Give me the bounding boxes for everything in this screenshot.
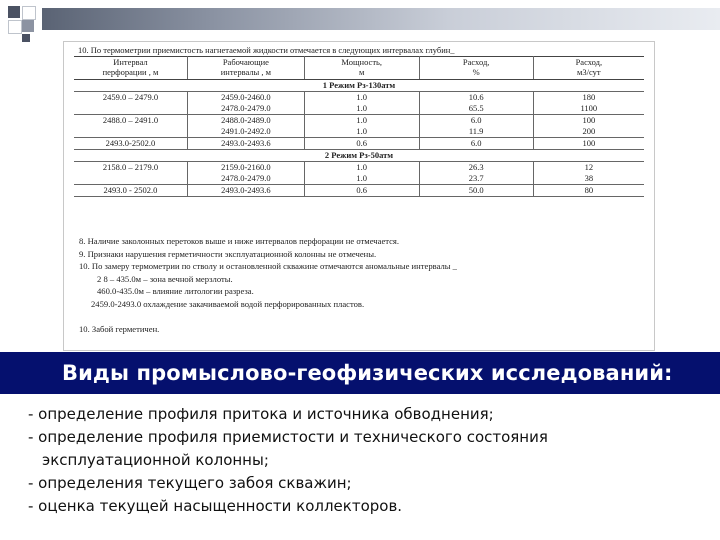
table-row [74, 126, 644, 138]
table-cell: 2 Режим Рз-50атм [74, 150, 644, 162]
list-item: - определение профиля притока и источника обводнения; [28, 405, 494, 423]
table-cell: 2478.0-2479.0 [187, 173, 304, 185]
table-cell [74, 126, 187, 138]
table-cell: 180 [582, 92, 596, 102]
table-cell: 100 [582, 115, 596, 125]
table-cell: 2493.0-2493.6 [187, 138, 304, 150]
mode-row [74, 80, 644, 92]
table-cell [74, 103, 187, 115]
table-header-row [74, 57, 644, 80]
table-row [74, 173, 644, 185]
table-cell: 1.0 [304, 92, 419, 104]
list-item: - определение профиля приемистости и технического состояния [28, 428, 548, 446]
col-header: Расход, % [419, 57, 533, 80]
table-cell: 2488.0-2489.0 [187, 115, 304, 127]
table-cell: 2158.0 – 2179.0 [74, 162, 187, 174]
note-line: 10. По замеру термометрии по стволу и остановленной скважине отмечаются аномальные интервалы _ [79, 261, 457, 271]
table-cell: 2491.0-2492.0 [187, 126, 304, 138]
table-row [74, 185, 644, 197]
table-row [74, 103, 644, 115]
table-cell: 23.7 [419, 173, 533, 185]
note-line: 10. Забой герметичен. [79, 323, 160, 334]
note-line: 9. Признаки нарушения герметичности эксплуатационной колонны не отмечены. [79, 248, 377, 259]
report-heading: 10. По термометрии приемистость нагнетаемой жидкости отмечается в следующих интервалах глубин_ [78, 45, 455, 55]
table-cell: 11.9 [419, 126, 533, 138]
table-cell [74, 173, 187, 185]
table-cell: 65.5 [419, 103, 533, 115]
table-cell: 0.6 [304, 138, 419, 150]
research-types-list [28, 403, 708, 518]
table-cell: 2478.0-2479.0 [187, 103, 304, 115]
injectivity-table [74, 56, 644, 197]
decor-square [22, 34, 30, 42]
table-cell: 6.0 [419, 138, 533, 150]
table-row [74, 138, 644, 150]
col-header: Интервал перфорации , м [74, 57, 187, 80]
table-cell: 1100 [533, 103, 644, 115]
table-cell: 12 [584, 162, 594, 172]
table-cell: 80 [533, 185, 644, 197]
table-cell: 26.3 [419, 162, 533, 174]
table-cell: 2459.0-2460.0 [187, 92, 304, 104]
scanned-report [63, 41, 655, 351]
list-item: эксплуатационной колонны; [42, 451, 269, 469]
slide-title: Виды промыслово-геофизических исследований: [62, 361, 673, 385]
table-cell: 2459.0 – 2479.0 [74, 92, 187, 104]
decor-gradient-bar [42, 8, 720, 30]
list-item: - оценка текущей насыщенности коллекторов. [28, 497, 403, 515]
table-cell: 38 [533, 173, 644, 185]
table-cell: 0.6 [304, 185, 419, 197]
col-header: Расход, м3/сут [533, 57, 644, 80]
note-line: 8. Наличие заколонных перетоков выше и ниже интервалов перфорации не отмечается. [79, 236, 400, 246]
table-cell: 1.0 [304, 126, 419, 138]
table-cell: 200 [533, 126, 644, 138]
table-row [74, 162, 644, 174]
table-cell: 100 [533, 138, 644, 150]
table-cell: 2488.0 – 2491.0 [74, 115, 187, 127]
table-cell: 2159.0-2160.0 [187, 162, 304, 174]
mode-row [74, 150, 644, 162]
col-header: Мощность, м [304, 57, 419, 80]
table-cell: 6.0 [419, 115, 533, 127]
table-cell: 1.0 [304, 162, 419, 174]
col-header: Рабочающие интервалы , м [187, 57, 304, 80]
table-row [74, 92, 644, 104]
list-item: - определения текущего забоя скважин; [28, 474, 352, 492]
table-cell: 2493.0 - 2502.0 [74, 185, 187, 197]
table-cell: 2493.0-2493.6 [187, 185, 304, 197]
decor-square [22, 20, 34, 32]
decor-square [22, 6, 36, 20]
table-cell: 10.6 [419, 92, 533, 104]
report-notes [79, 235, 639, 335]
table-row [74, 115, 644, 127]
title-banner [0, 352, 720, 394]
decor-square [8, 6, 20, 18]
table-cell: 1.0 [304, 173, 419, 185]
note-line: 2 8 – 435.0м – зона вечной мерзлоты. [97, 273, 233, 284]
note-line [79, 310, 639, 323]
table-cell: 2493.0-2502.0 [74, 138, 187, 150]
decor-square [8, 20, 22, 34]
table-cell: 1.0 [304, 103, 419, 115]
note-line: 460.0-435.0м – влияние литологии разреза. [97, 286, 254, 296]
table-cell: 1.0 [304, 115, 419, 127]
table-cell: 50.0 [419, 185, 533, 197]
table-cell: 1 Режим Рз-130атм [74, 80, 644, 92]
note-line: 2459.0-2493.0 охлаждение закачиваемой водой перфорированных пластов. [91, 298, 365, 309]
